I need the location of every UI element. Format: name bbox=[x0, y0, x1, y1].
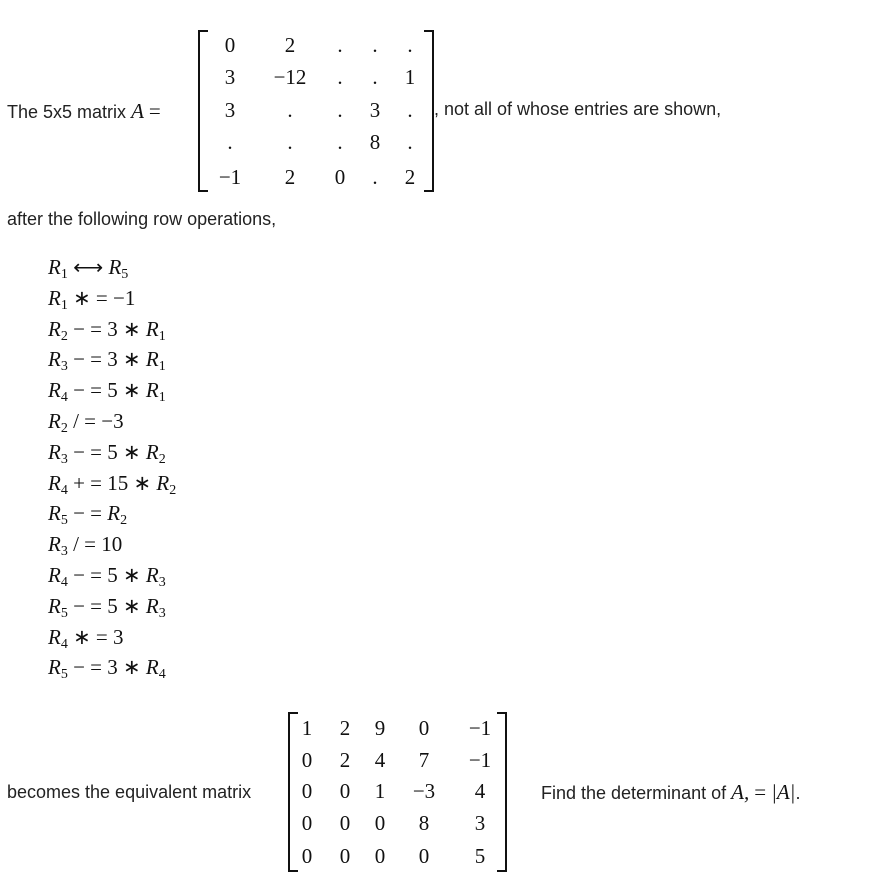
op-source-index: 4 bbox=[158, 667, 166, 683]
op-target-row: $R_4$ bbox=[48, 562, 68, 590]
op-source-index: 3 bbox=[158, 574, 166, 590]
matrix-a-cell: 2 bbox=[404, 165, 416, 189]
op-target-row: $R_3$ bbox=[48, 439, 68, 467]
op-source: $R_2$ bbox=[107, 501, 128, 529]
op-target-row: $R_1$ bbox=[48, 255, 68, 282]
matrix-a-cell: 0 bbox=[334, 165, 346, 189]
matrix-b bbox=[288, 712, 507, 872]
op-source-index: 5 bbox=[121, 267, 129, 282]
op-source: $R_2$ bbox=[156, 470, 177, 498]
op-source: $R_3$ bbox=[145, 562, 166, 590]
matrix-a-bracket-right-bottom bbox=[424, 190, 432, 192]
op-operator: ⟷ bbox=[67, 255, 109, 279]
op-source: $R_1$ bbox=[145, 378, 166, 406]
matrix-a-cell: . bbox=[337, 65, 343, 89]
matrix-b-cell: 0 bbox=[374, 811, 386, 835]
op-coefficient: 5 ∗ bbox=[107, 593, 146, 618]
op-target-row: $R_5$ bbox=[48, 655, 68, 683]
question-variable: A, bbox=[731, 780, 750, 804]
matrix-a-cell: 3 bbox=[224, 65, 236, 89]
matrix-b-cell: −3 bbox=[412, 779, 436, 803]
matrix-a-cell: . bbox=[287, 130, 293, 154]
row-operation bbox=[48, 252, 176, 283]
matrix-a bbox=[198, 30, 434, 192]
op-target-row: $R_4$ bbox=[48, 378, 68, 406]
op-target-row: $R_2$ bbox=[48, 408, 68, 436]
matrix-b-cell: 0 bbox=[301, 748, 313, 772]
op-source: $R_1$ bbox=[145, 316, 166, 344]
op-target-row: $R_5$ bbox=[48, 501, 68, 529]
op-target-index: 1 bbox=[60, 267, 68, 282]
matrix-b-cell: 0 bbox=[339, 811, 351, 835]
matrix-a-cell: −1 bbox=[218, 165, 242, 189]
matrix-b-cell: 2 bbox=[339, 748, 351, 772]
op-target-row: $R_4$ bbox=[48, 624, 68, 652]
matrix-b-cell: 0 bbox=[418, 844, 430, 868]
op-target-row: $R_2$ bbox=[48, 316, 68, 344]
op-operator: ∗ = bbox=[67, 285, 114, 310]
op-operator: − = bbox=[67, 347, 108, 372]
row-operation bbox=[48, 437, 176, 468]
determinant-notation: |A| bbox=[771, 780, 796, 804]
matrix-b-cell: 0 bbox=[418, 716, 430, 740]
equals-sign: = bbox=[148, 99, 161, 123]
row-operation bbox=[48, 652, 176, 683]
op-target-row: $R_3$ bbox=[48, 347, 68, 375]
op-source: $R_5$ bbox=[108, 255, 129, 282]
op-coefficient: 5 ∗ bbox=[107, 439, 146, 464]
intro-prefix: The 5x5 matrix bbox=[7, 102, 127, 122]
op-target-index: 3 bbox=[60, 451, 68, 467]
matrix-a-bracket-right-top bbox=[424, 30, 432, 32]
question-end: . bbox=[795, 783, 801, 803]
op-source: $R_1$ bbox=[145, 347, 166, 375]
matrix-a-cell: . bbox=[407, 98, 413, 122]
matrix-a-cell: 1 bbox=[404, 65, 416, 89]
op-source: $R_4$ bbox=[145, 655, 166, 683]
matrix-b-cell: 1 bbox=[301, 716, 313, 740]
becomes-text: becomes the equivalent matrix bbox=[7, 782, 252, 802]
matrix-b-cell: −1 bbox=[468, 748, 492, 772]
row-operation bbox=[48, 529, 176, 560]
row-operation bbox=[48, 560, 176, 591]
row-operation bbox=[48, 344, 176, 375]
op-source-index: 1 bbox=[158, 359, 166, 375]
op-operator: − = bbox=[67, 593, 108, 618]
matrix-a-cell: . bbox=[287, 98, 293, 122]
op-source: $R_3$ bbox=[145, 593, 166, 621]
question-prefix: Find the determinant of bbox=[541, 783, 727, 803]
op-operator: − = bbox=[67, 655, 108, 680]
row-operation bbox=[48, 406, 176, 437]
matrix-b-cell: 0 bbox=[301, 779, 313, 803]
op-operator: / = bbox=[67, 532, 102, 557]
op-source: 10 bbox=[101, 532, 123, 557]
matrix-b-cell: 9 bbox=[374, 716, 386, 740]
matrix-b-cell: 0 bbox=[374, 844, 386, 868]
op-target-index: 4 bbox=[60, 482, 68, 498]
op-source-index: 2 bbox=[120, 513, 128, 529]
op-coefficient: 3 ∗ bbox=[107, 655, 146, 680]
matrix-b-cell: 5 bbox=[474, 844, 486, 868]
op-operator: + = bbox=[67, 470, 108, 495]
op-coefficient: 3 ∗ bbox=[107, 316, 146, 341]
matrix-b-cell: 0 bbox=[301, 844, 313, 868]
row-operation bbox=[48, 468, 176, 499]
matrix-a-bracket-left-bottom bbox=[200, 190, 208, 192]
op-target-row: $R_5$ bbox=[48, 593, 68, 621]
matrix-a-cell: . bbox=[227, 130, 233, 154]
matrix-a-bracket-left-top bbox=[200, 30, 208, 32]
matrix-b-cell: 4 bbox=[374, 748, 386, 772]
matrix-a-cell: . bbox=[372, 33, 378, 57]
op-coefficient: 5 ∗ bbox=[107, 378, 146, 403]
matrix-b-cell: −1 bbox=[468, 716, 492, 740]
op-operator: − = bbox=[67, 316, 108, 341]
question-text bbox=[541, 780, 800, 805]
op-target-index: 3 bbox=[60, 544, 68, 560]
op-source: −3 bbox=[101, 408, 124, 433]
op-target-row: $R_4$ bbox=[48, 470, 68, 498]
matrix-b-bracket-left-top bbox=[290, 712, 298, 714]
op-target-index: 2 bbox=[60, 328, 68, 344]
op-target-row: $R_1$ bbox=[48, 285, 68, 313]
op-coefficient: 3 ∗ bbox=[107, 347, 146, 372]
matrix-a-cell: 3 bbox=[224, 98, 236, 122]
op-target-index: 1 bbox=[60, 297, 68, 313]
matrix-a-cell: 2 bbox=[284, 165, 296, 189]
matrix-a-cell: . bbox=[372, 165, 378, 189]
row-operation bbox=[48, 375, 176, 406]
op-target-index: 5 bbox=[60, 513, 68, 529]
op-source-index: 2 bbox=[158, 451, 166, 467]
matrix-b-cell: 4 bbox=[474, 779, 486, 803]
matrix-a-cell: . bbox=[337, 98, 343, 122]
op-operator: − = bbox=[67, 439, 108, 464]
matrix-b-bracket-right-top bbox=[497, 712, 505, 714]
op-source-index: 1 bbox=[158, 328, 166, 344]
op-operator: − = bbox=[67, 378, 108, 403]
op-target-index: 4 bbox=[60, 390, 68, 406]
op-operator: / = bbox=[67, 408, 102, 433]
matrix-b-cell: 7 bbox=[418, 748, 430, 772]
op-target-index: 3 bbox=[60, 359, 68, 375]
op-source-index: 1 bbox=[158, 390, 166, 406]
matrix-a-cell: 0 bbox=[224, 33, 236, 57]
matrix-b-cell: 0 bbox=[339, 779, 351, 803]
row-operations-list bbox=[48, 252, 176, 683]
matrix-a-cell: . bbox=[407, 33, 413, 57]
row-operation bbox=[48, 622, 176, 653]
matrix-b-bracket-left-bottom bbox=[290, 870, 298, 872]
op-operator: ∗ = bbox=[67, 624, 114, 649]
op-coefficient: 5 ∗ bbox=[107, 562, 146, 587]
matrix-a-cell: −12 bbox=[273, 65, 307, 89]
matrix-b-cell: 2 bbox=[339, 716, 351, 740]
matrix-a-cell: 2 bbox=[284, 33, 296, 57]
op-source-index: 3 bbox=[158, 605, 166, 621]
op-coefficient: 15 ∗ bbox=[107, 470, 157, 495]
op-operator: − = bbox=[67, 562, 108, 587]
matrix-a-cell: . bbox=[337, 33, 343, 57]
intro-suffix: , not all of whose entries are shown, bbox=[434, 99, 722, 119]
op-target-index: 4 bbox=[60, 574, 68, 590]
op-target-index: 5 bbox=[60, 605, 68, 621]
after-text: after the following row operations, bbox=[7, 209, 277, 229]
matrix-a-cell: . bbox=[372, 65, 378, 89]
matrix-variable: A bbox=[131, 99, 144, 123]
matrix-b-cell: 1 bbox=[374, 779, 386, 803]
op-source: −1 bbox=[113, 285, 136, 310]
matrix-a-cell: 3 bbox=[369, 98, 381, 122]
matrix-b-cell: 8 bbox=[418, 811, 430, 835]
op-target-index: 5 bbox=[60, 667, 68, 683]
matrix-b-cell: 3 bbox=[474, 811, 486, 835]
row-operation bbox=[48, 591, 176, 622]
matrix-a-cell: 8 bbox=[369, 130, 381, 154]
op-source: 3 bbox=[113, 624, 124, 649]
matrix-b-bracket-right-bottom bbox=[497, 870, 505, 872]
op-source-index: 2 bbox=[169, 482, 177, 498]
matrix-b-cell: 0 bbox=[339, 844, 351, 868]
row-operation bbox=[48, 283, 176, 314]
matrix-b-cell: 0 bbox=[301, 811, 313, 835]
question-equals: = bbox=[754, 780, 767, 804]
op-target-index: 2 bbox=[60, 420, 68, 436]
intro-text bbox=[7, 99, 161, 124]
row-operation bbox=[48, 498, 176, 529]
row-operation bbox=[48, 314, 176, 345]
matrix-a-cell: . bbox=[337, 130, 343, 154]
op-source: $R_2$ bbox=[145, 439, 166, 467]
matrix-a-cell: . bbox=[407, 130, 413, 154]
op-operator: − = bbox=[67, 501, 108, 526]
op-target-index: 4 bbox=[60, 636, 68, 652]
op-target-row: $R_3$ bbox=[48, 532, 68, 560]
